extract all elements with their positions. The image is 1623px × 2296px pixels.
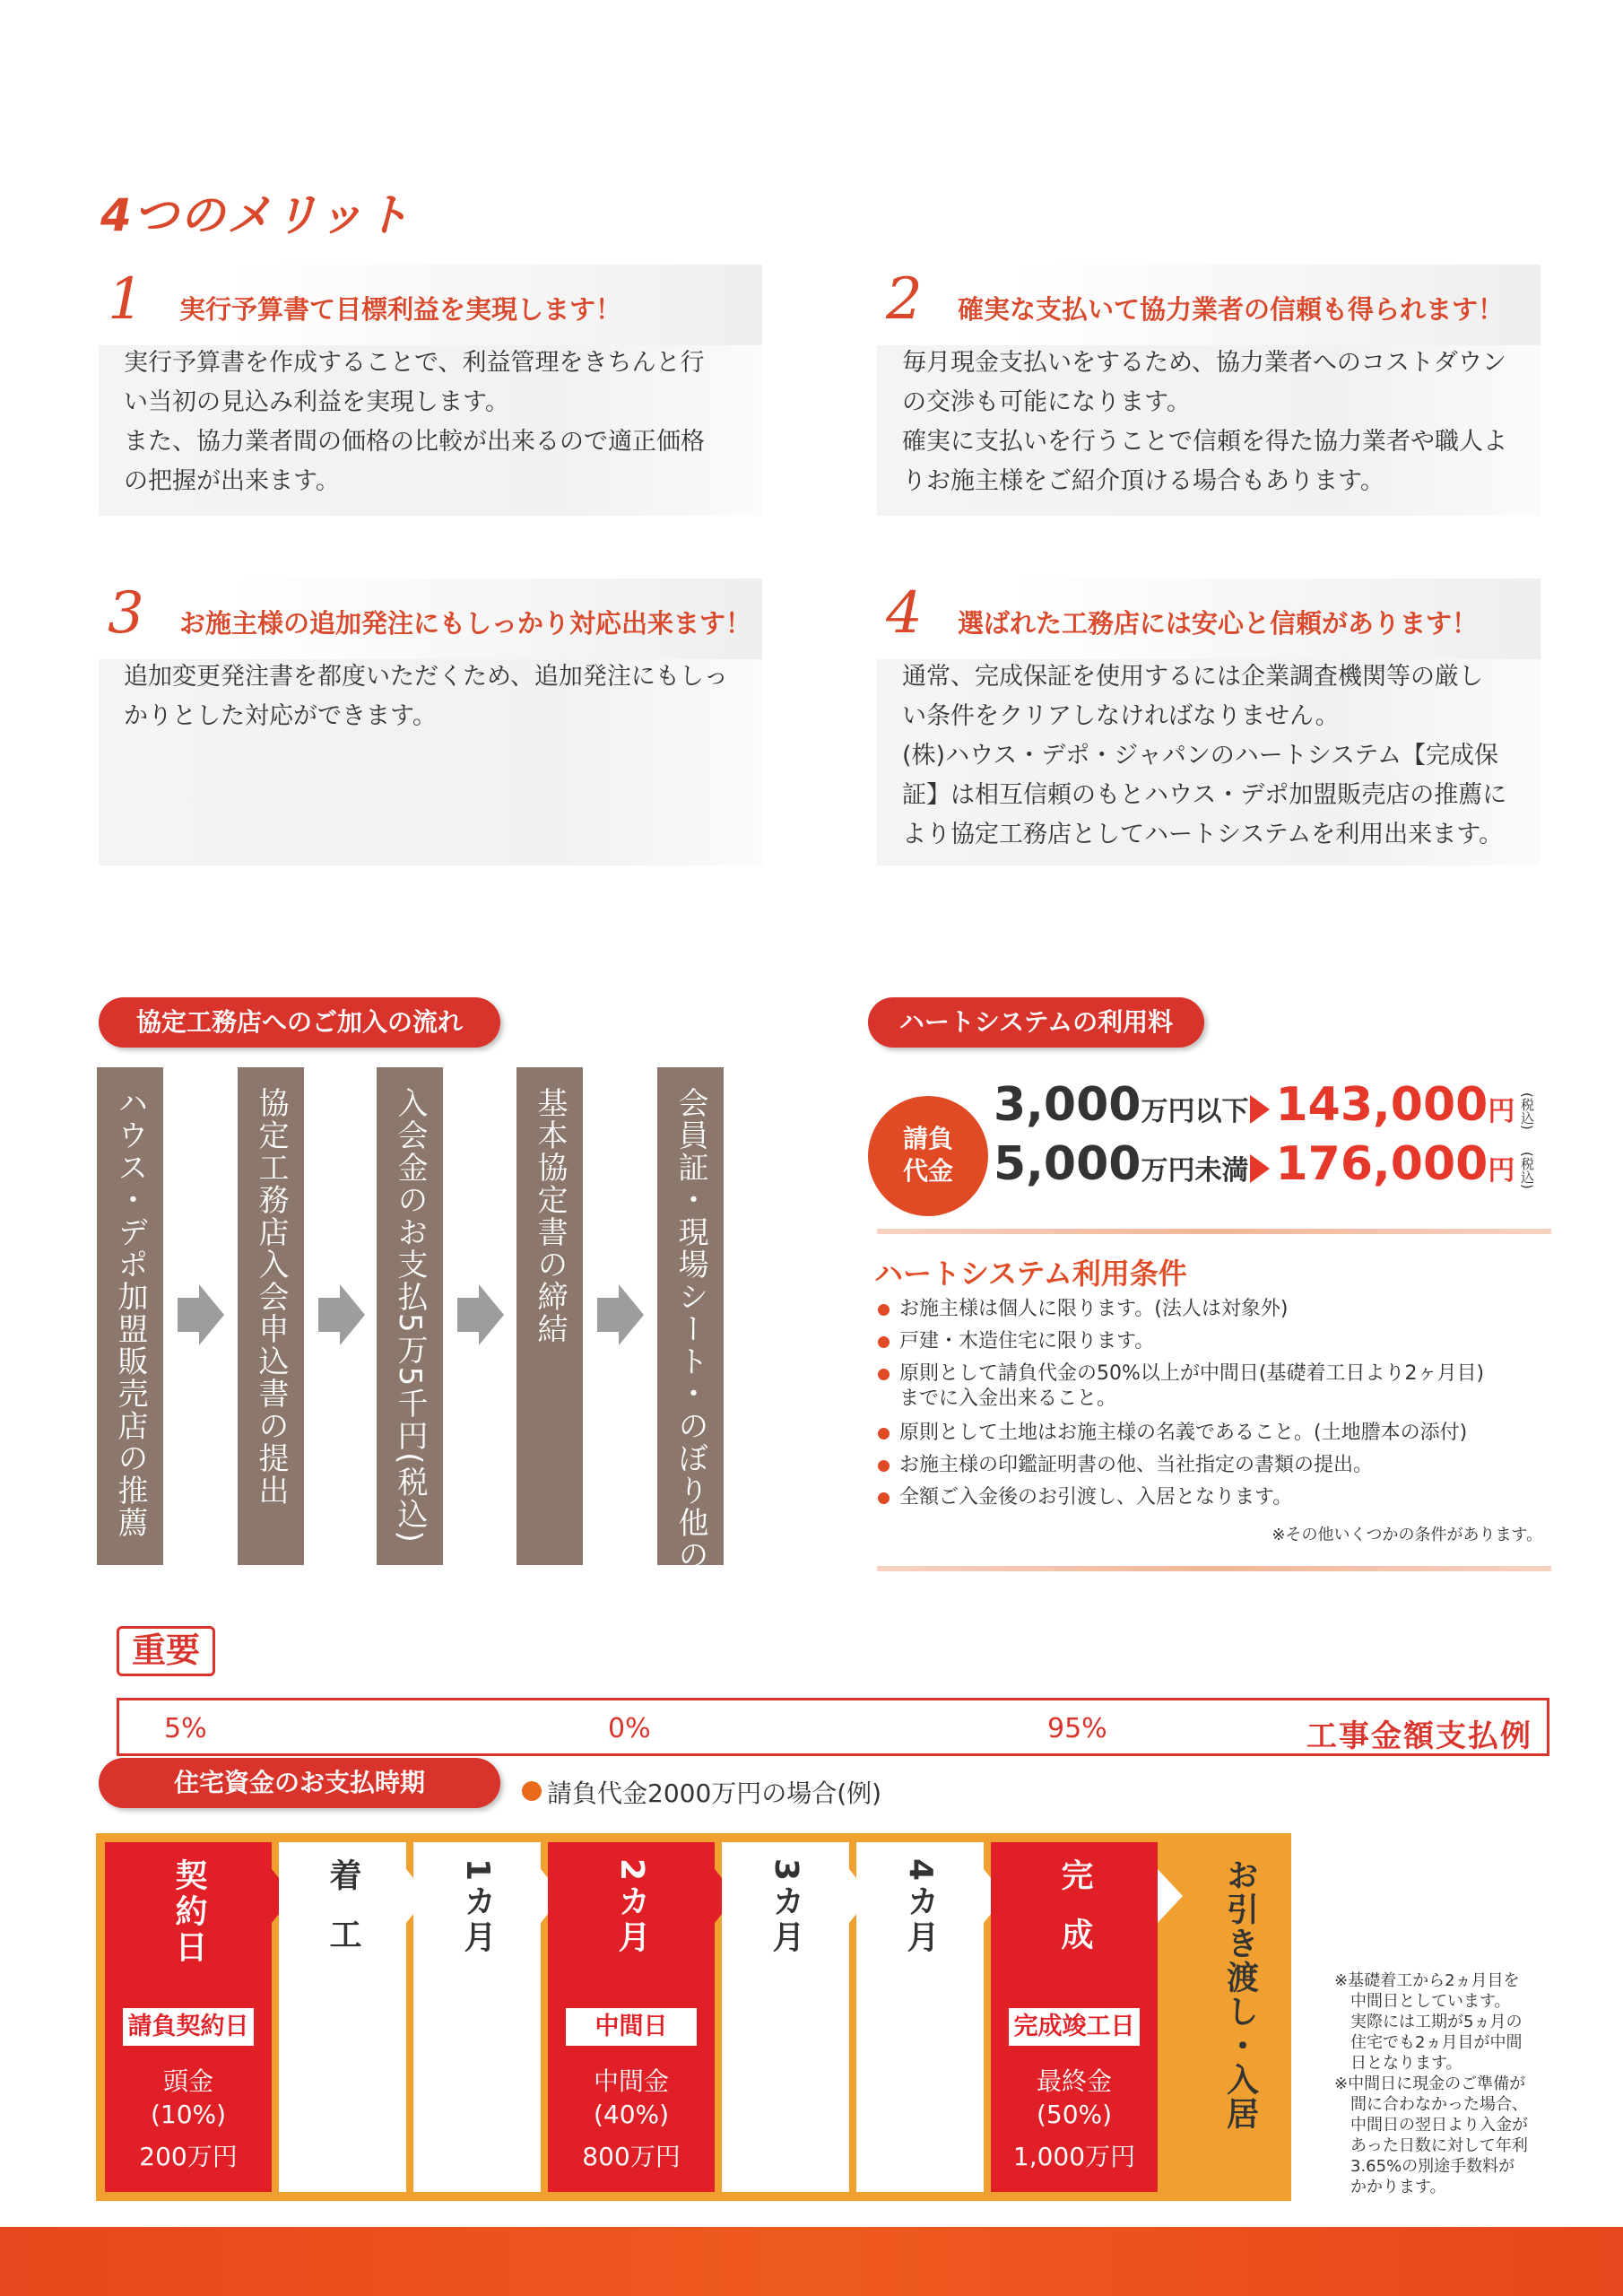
contract-price-badge	[868, 1096, 988, 1216]
flow-label: 協定工務店へのご加入の流れ	[99, 997, 500, 1048]
fee-row-2	[994, 1137, 1515, 1191]
timeline-cell-month-2	[548, 1842, 715, 2192]
timeline-amount-line: 最終金	[1036, 2066, 1112, 2096]
merit-title: お施主様の追加発注にもしっかり対応出来ます！	[179, 608, 752, 639]
page-title: 4つのメリット	[100, 189, 412, 241]
timeline-date-label: 中間日	[566, 2008, 697, 2046]
flow-arrow-icon	[199, 1284, 224, 1345]
timeline-title: 4カ月	[902, 1858, 939, 1957]
payment-timeline	[96, 1833, 1291, 2201]
fee-amount: 5,000	[994, 1137, 1141, 1191]
fee-price: 143,000	[1275, 1078, 1488, 1132]
ratio-label: 工事金額支払例	[1306, 1718, 1532, 1754]
flow-step-text: 入会金のお支払5万5千円(税込)	[392, 1087, 428, 1544]
fee-yen: 円	[1488, 1155, 1515, 1187]
flow-arrow-icon	[479, 1284, 504, 1345]
condition-item: 戸建・木造住宅に限ります。	[874, 1329, 1565, 1354]
badge-line: 代金	[902, 1156, 953, 1186]
timeline-title-wrap	[548, 1858, 715, 1956]
timeline-cell-completion	[991, 1842, 1158, 2192]
flow-step-text: 基本協定書の締結	[532, 1087, 568, 1345]
payment-case-note: 請負代金2000万円の場合(例)	[547, 1779, 882, 1808]
timeline-title-wrap	[105, 1858, 272, 1966]
merit-title: 確実な支払いて協力業者の信頼も得られます！	[958, 294, 1505, 325]
timeline-amount-line: 1,000万円	[1012, 2142, 1136, 2171]
condition-item: お施主様は個人に限ります。(法人は対象外)	[874, 1297, 1565, 1322]
timeline-title-wrap	[722, 1858, 849, 1956]
fee-label: ハートシステムの利用料	[868, 997, 1204, 1048]
merit-body: 毎月現金支払いをするため、協力業者へのコストダウン の交渉も可能になります。 確実に支払いを行うことで信頼を得た協力業者や職人よ りお施主様をご紹介頂ける場合もあります。	[902, 349, 1507, 495]
bullet-icon	[522, 1781, 542, 1801]
timeline-cell-month-4	[856, 1842, 984, 2192]
timeline-title: 3カ月	[768, 1858, 804, 1957]
timeline-title: お引き渡し・入居	[1221, 1858, 1259, 2131]
merit-title: 選ばれた工務店には安心と信頼があります！	[958, 608, 1479, 639]
badge-line: 請負	[902, 1124, 953, 1153]
timeline-amount-line: 800万円	[582, 2142, 681, 2171]
merit-number: 2	[886, 266, 923, 333]
conditions-title: ハートシステム利用条件	[874, 1257, 1187, 1291]
flow-step-text: ハウス・デポ加盟販売店の推薦	[112, 1087, 148, 1539]
timeline-title-wrap	[413, 1858, 541, 1956]
timeline-title-wrap	[1188, 1858, 1291, 2131]
triangle-right-icon	[1250, 1154, 1270, 1183]
timeline-amount-line: (10%)	[150, 2100, 227, 2129]
payment-label: 住宅資金のお支払時期	[99, 1758, 500, 1808]
merit-body: 通常、完成保証を使用するには企業調査機関等の厳し い条件をクリアしなければなりません。 (株)ハウス・デポ・ジャパンのハートシステム【完成保 証】は相互信頼のもとハウス・デポ加盟販売店の推薦に より協定工務店としてハートシステムを利用出来ます。	[902, 663, 1507, 848]
timeline-cell-handover	[1188, 1842, 1291, 2192]
timeline-date-label: 請負契約日	[123, 2008, 254, 2046]
fee-amount: 3,000	[994, 1078, 1141, 1132]
conditions-note: ※その他いくつかの条件があります。	[1271, 1526, 1542, 1544]
merit-card-4	[877, 578, 1541, 865]
timeline-title: 2カ月	[613, 1858, 650, 1957]
important-badge: 重要	[117, 1626, 215, 1676]
flow-step-5	[657, 1067, 724, 1636]
fee-unit: 万円未満	[1141, 1155, 1249, 1187]
flow-step-text: 協定工務店入会申込書の提出	[253, 1087, 289, 1507]
timeline-cell-month-1	[413, 1842, 541, 2192]
flow-arrow-stem	[457, 1298, 479, 1332]
flow-step-1	[97, 1067, 163, 1565]
merit-number: 3	[108, 580, 144, 647]
merit-number: 4	[886, 580, 923, 647]
timeline-arrow-icon	[1158, 1869, 1183, 1923]
timeline-title-wrap	[856, 1858, 984, 1956]
triangle-right-icon	[1250, 1095, 1270, 1124]
timeline-side-note: ※基礎着工から2ヵ月目を 中間日としています。 実際には工期が5ヵ月の 住宅でも2ヵ月目が中間 日となります。 ※中間日に現金のご準備が 間に合わなかった場合、 中間日の翌日より入金が あった日数に対して年利 3.65%の別途手数料が かかります。	[1334, 1971, 1528, 2196]
payment-ratio-bar	[117, 1698, 1549, 1756]
timeline-date-label: 完成竣工日	[1009, 2008, 1140, 2046]
timeline-cell-contract	[105, 1842, 272, 2192]
ratio-percent: 5%	[164, 1713, 207, 1744]
flow-step-4	[516, 1067, 583, 1565]
timeline-cell-start	[279, 1842, 406, 2192]
flow-step-3	[377, 1067, 443, 1565]
ratio-percent: 95%	[1047, 1713, 1107, 1744]
merit-card-3	[99, 578, 762, 865]
timeline-amount-line: 中間金	[593, 2066, 669, 2096]
flow-arrow-stem	[178, 1298, 199, 1332]
timeline-amount-line: 頭金	[162, 2066, 213, 2096]
timeline-amount-line: (40%)	[593, 2100, 670, 2129]
timeline-title: 着工	[325, 1858, 361, 1977]
condition-item: お施主様の印鑑証明書の他、当社指定の書類の提出。	[874, 1453, 1565, 1478]
merit-card-1	[99, 265, 762, 516]
fee-yen: 円	[1488, 1096, 1515, 1127]
fee-price: 176,000	[1275, 1137, 1488, 1191]
merit-body: 実行予算書を作成することで、利益管理をきちんと行 い当初の見込み利益を実現します。 また、協力業者間の価格の比較が出来るので適正価格 の把握が出来ます。	[124, 349, 705, 495]
timeline-title: 契約日	[170, 1858, 207, 1966]
fee-row-1	[994, 1078, 1515, 1132]
timeline-amount-line: (50%)	[1036, 2100, 1113, 2129]
flow-arrow-stem	[597, 1298, 619, 1332]
footer-bar	[0, 2227, 1623, 2296]
timeline-amount-line: 200万円	[139, 2142, 238, 2171]
fee-tax-note: (税込)	[1519, 1152, 1535, 1189]
flow-arrow-icon	[340, 1284, 365, 1345]
merit-body: 追加変更発注書を都度いただくため、追加発注にもしっ かりとした対応ができます。	[124, 663, 728, 730]
fee-tax-note: (税込)	[1519, 1092, 1535, 1130]
flow-arrow-icon	[619, 1284, 644, 1345]
fee-unit: 万円以下	[1141, 1096, 1249, 1127]
condition-item: 原則として請負代金の50%以上が中間日(基礎着工日より2ヶ月目) までに入金出来ること。	[874, 1361, 1565, 1412]
condition-item: 全額ご入金後のお引渡し、入居となります。	[874, 1485, 1565, 1510]
ratio-percent: 0%	[608, 1713, 651, 1744]
timeline-title: 完成	[1056, 1858, 1093, 1977]
timeline-cell-month-3	[722, 1842, 849, 2192]
timeline-title-wrap	[279, 1858, 406, 1977]
merit-card-2	[877, 265, 1541, 516]
conditions-divider	[877, 1566, 1551, 1571]
flow-step-text: 会員証・現場シート・のぼり他の受取	[673, 1087, 708, 1636]
fee-divider	[877, 1229, 1551, 1234]
timeline-title: 1カ月	[459, 1858, 496, 1957]
merit-number: 1	[108, 266, 144, 333]
timeline-title-wrap	[991, 1858, 1158, 1977]
condition-item: 原則として土地はお施主様の名義であること。(土地謄本の添付)	[874, 1421, 1565, 1446]
merit-title: 実行予算書て目標利益を実現します！	[179, 294, 622, 325]
flow-arrow-stem	[318, 1298, 340, 1332]
flow-step-2	[238, 1067, 304, 1565]
